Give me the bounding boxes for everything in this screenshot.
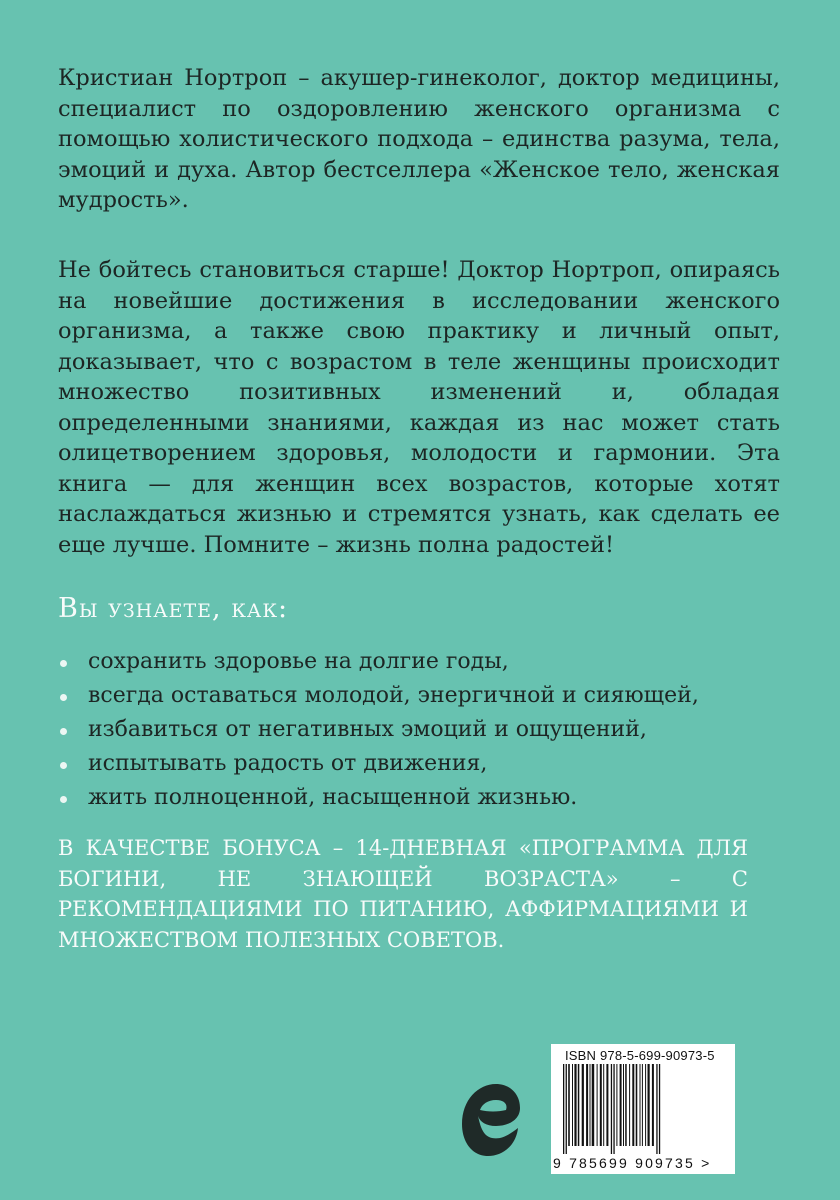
list-item (58, 679, 798, 713)
list-item-text: жить полноценной, насыщенной жизнью. (88, 785, 578, 810)
bullet-dot-icon (60, 762, 67, 769)
learn-heading: Вы узнаете, как: (58, 593, 289, 624)
list-item (58, 645, 798, 679)
bullet-dot-icon (60, 694, 67, 701)
list-item (58, 781, 798, 815)
barcode-panel (551, 1044, 735, 1174)
ean-number: 9 785699 909735 > (553, 1155, 712, 1171)
isbn-number: ISBN 978-5-699-90973-5 (565, 1048, 715, 1063)
bullet-dot-icon (60, 796, 67, 803)
list-item-text: избавиться от негативных эмоций и ощущений, (88, 717, 647, 742)
list-item (58, 713, 798, 747)
list-item-text: испытывать радость от движения, (88, 751, 488, 776)
barcode-bars (561, 1064, 723, 1154)
book-description: Не бойтесь становиться старше! Доктор Нортроп, опираясь на новейшие достижения в исследовании женского организма, а также свою практику и личный опыт, доказывает, что с возрастом в теле женщины происходит множество позитивных изменений и, обладая определенными знаниями, каждая из нас может стать олицетворением здоровья, молодости и гармонии. Эта книга — для женщин всех возрастов, которые хотят наслаждаться жизнью и стремятся узнать, как сделать ее еще лучше. Помните – жизнь полна радостей! (58, 257, 780, 558)
list-item (58, 747, 798, 781)
list-item-text: всегда оставаться молодой, энергичной и сияющей, (88, 683, 699, 708)
bonus-text: В КАЧЕСТВЕ БОНУСА – 14-ДНЕВНАЯ «ПРОГРАММА ДЛЯ БОГИНИ, НЕ ЗНАЮЩЕЙ ВОЗРАСТА» – С РЕКОМЕНДАЦИЯМИ ПО ПИТАНИЮ, АФФИРМАЦИЯМИ И МНОЖЕСТВОМ ПОЛЕЗНЫХ СОВЕТОВ. (58, 836, 748, 952)
learn-list (58, 645, 798, 815)
list-item-text: сохранить здоровье на долгие годы, (88, 649, 509, 674)
bullet-dot-icon (60, 728, 67, 735)
bullet-dot-icon (60, 660, 67, 667)
author-bio: Кристиан Нортроп – акушер-гинеколог, доктор медицины, специалист по оздоровлению женского организма с помощью холистического подхода – единства разума, тела, эмоций и духа. Автор бестселлера «Женское тело, женская мудрость». (58, 65, 780, 213)
eksmo-logo-icon (458, 1078, 526, 1160)
